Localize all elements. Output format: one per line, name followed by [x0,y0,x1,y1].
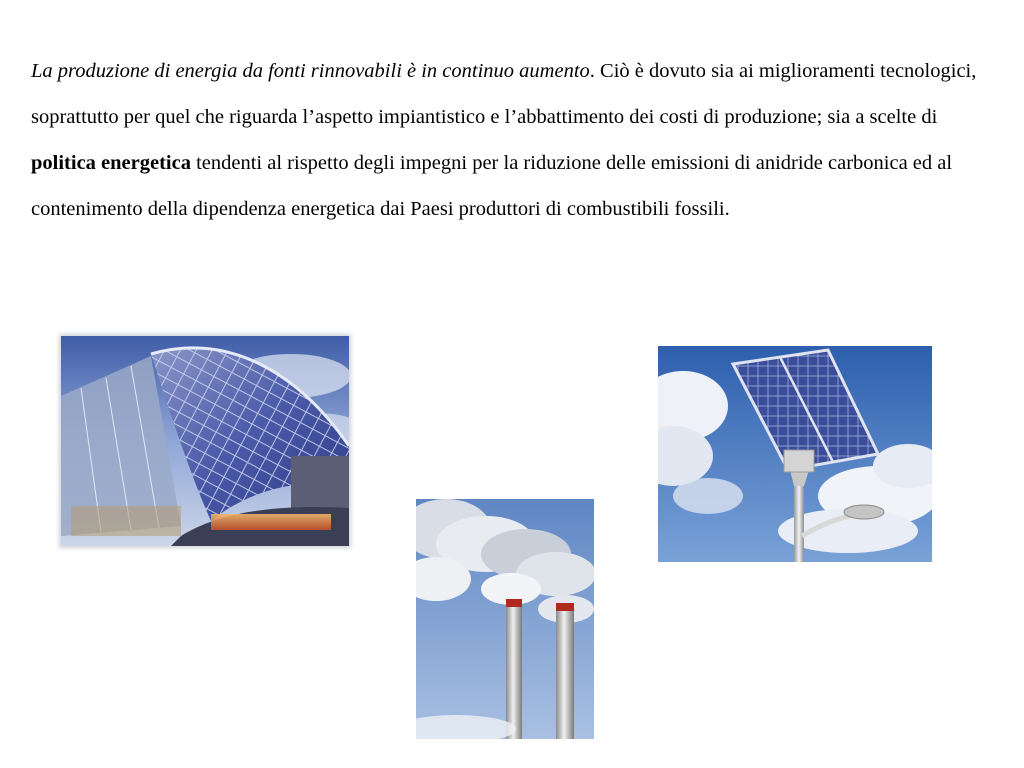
body-paragraph [31,48,996,232]
chimneys-image [416,499,594,739]
solar-lamp-photo [658,346,932,562]
bold-term: politica energetica [31,152,191,174]
solar-lamp-image [658,346,932,562]
solar-building-image [61,336,349,546]
chimneys-photo [416,499,594,739]
paragraph-part-1: . Ciò è dovuto sia ai miglioramenti tecnologici, soprattutto per quel che riguarda l’aspetto impiantistico e l’abbattimento dei costi di produzione; sia a scelte di [31,60,977,128]
italic-intro: La produzione di energia da fonti rinnovabili è in continuo aumento [31,60,590,82]
solar-building-photo [61,336,349,546]
paragraph-part-2: tendenti al rispetto degli impegni per la riduzione delle emissioni di anidride carbonica ed al contenimento della dipendenza energetica dai Paesi produttori di combustibili fossili. [31,152,953,220]
